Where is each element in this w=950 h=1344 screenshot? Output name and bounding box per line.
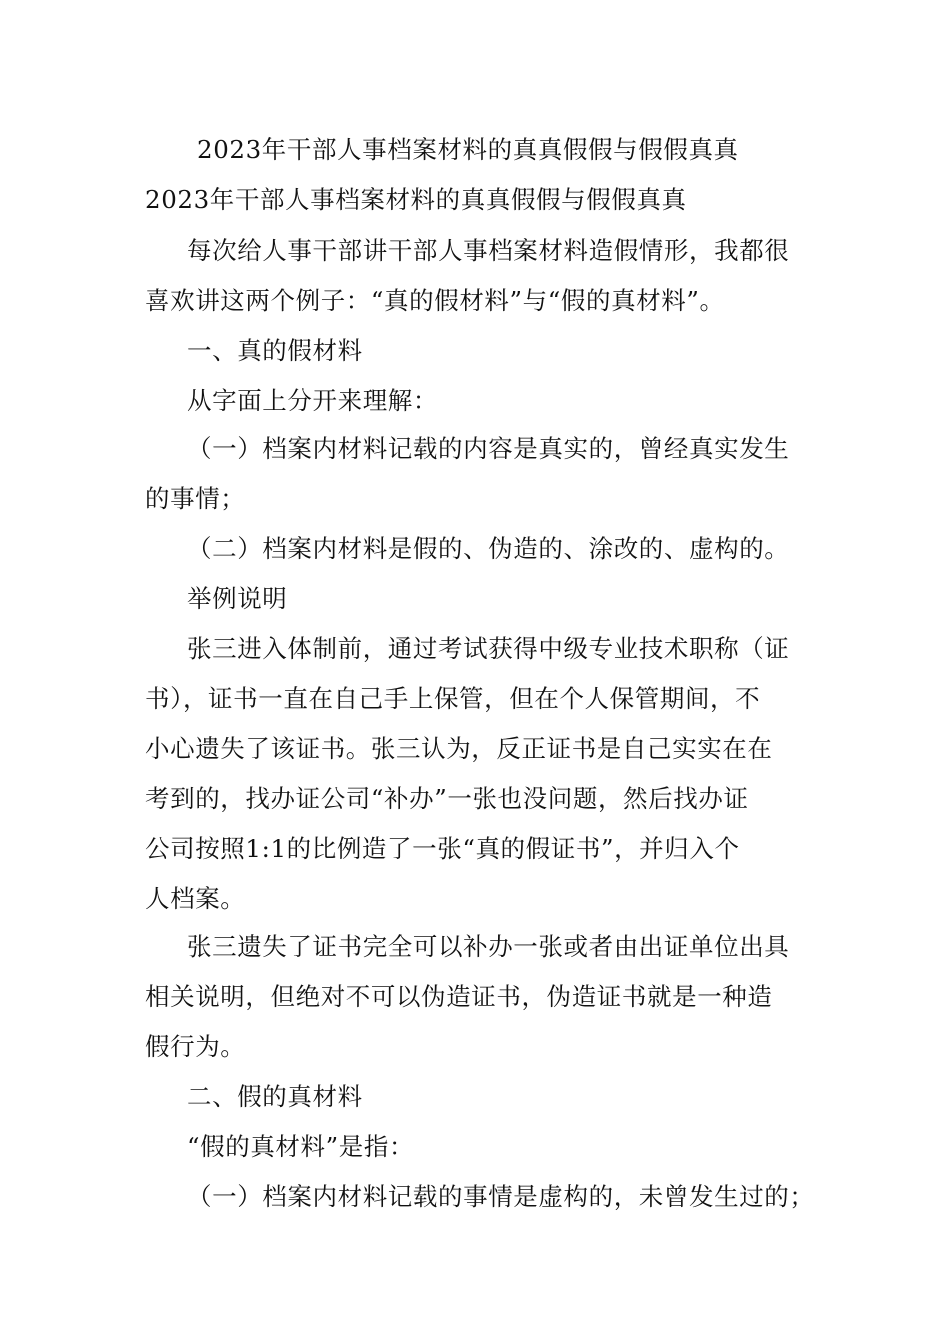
section-heading: 二、假的真材料 xyxy=(187,1082,363,1111)
section-heading: 一、真的假材料 xyxy=(187,336,363,365)
paragraph-line: 喜欢讲这两个例子：“真的假材料”与“假的真材料”。 xyxy=(145,286,725,315)
paragraph-line: 公司按照1:1的比例造了一张“真的假证书”，并归入个 xyxy=(145,834,740,863)
paragraph-line: 相关说明，但绝对不可以伪造证书，伪造证书就是一种造 xyxy=(145,982,773,1011)
paragraph-line: 书），证书一直在自己手上保管，但在个人保管期间，不 xyxy=(145,684,761,713)
paragraph-line: 从字面上分开来理解： xyxy=(187,386,438,415)
paragraph-line: 的事情； xyxy=(145,484,246,513)
paragraph-line: （二）档案内材料是假的、伪造的、涂改的、虚构的。 xyxy=(187,534,790,563)
paragraph-line: 举例说明 xyxy=(187,584,288,613)
paragraph-line: （一）档案内材料记载的内容是真实的，曾经真实发生 xyxy=(187,434,790,463)
paragraph-line: 小心遗失了该证书。张三认为，反正证书是自己实实在在 xyxy=(145,734,773,763)
paragraph-line: 张三进入体制前，通过考试获得中级专业技术职称（证 xyxy=(187,634,790,663)
document-subtitle: 2023年干部人事档案材料的真真假假与假假真真 xyxy=(145,185,687,214)
document-title: 2023年干部人事档案材料的真真假假与假假真真 xyxy=(197,135,739,164)
paragraph-line: “假的真材料”是指： xyxy=(187,1132,415,1161)
paragraph-line: （一）档案内材料记载的事情是虚构的，未曾发生过的； xyxy=(187,1182,815,1211)
paragraph-line: 每次给人事干部讲干部人事档案材料造假情形，我都很 xyxy=(187,236,790,265)
paragraph-line: 假行为。 xyxy=(145,1032,246,1061)
paragraph-line: 人档案。 xyxy=(145,884,246,913)
paragraph-line: 考到的，找办证公司“补办”一张也没问题，然后找办证 xyxy=(145,784,749,813)
paragraph-line: 张三遗失了证书完全可以补办一张或者由出证单位出具 xyxy=(187,932,790,961)
